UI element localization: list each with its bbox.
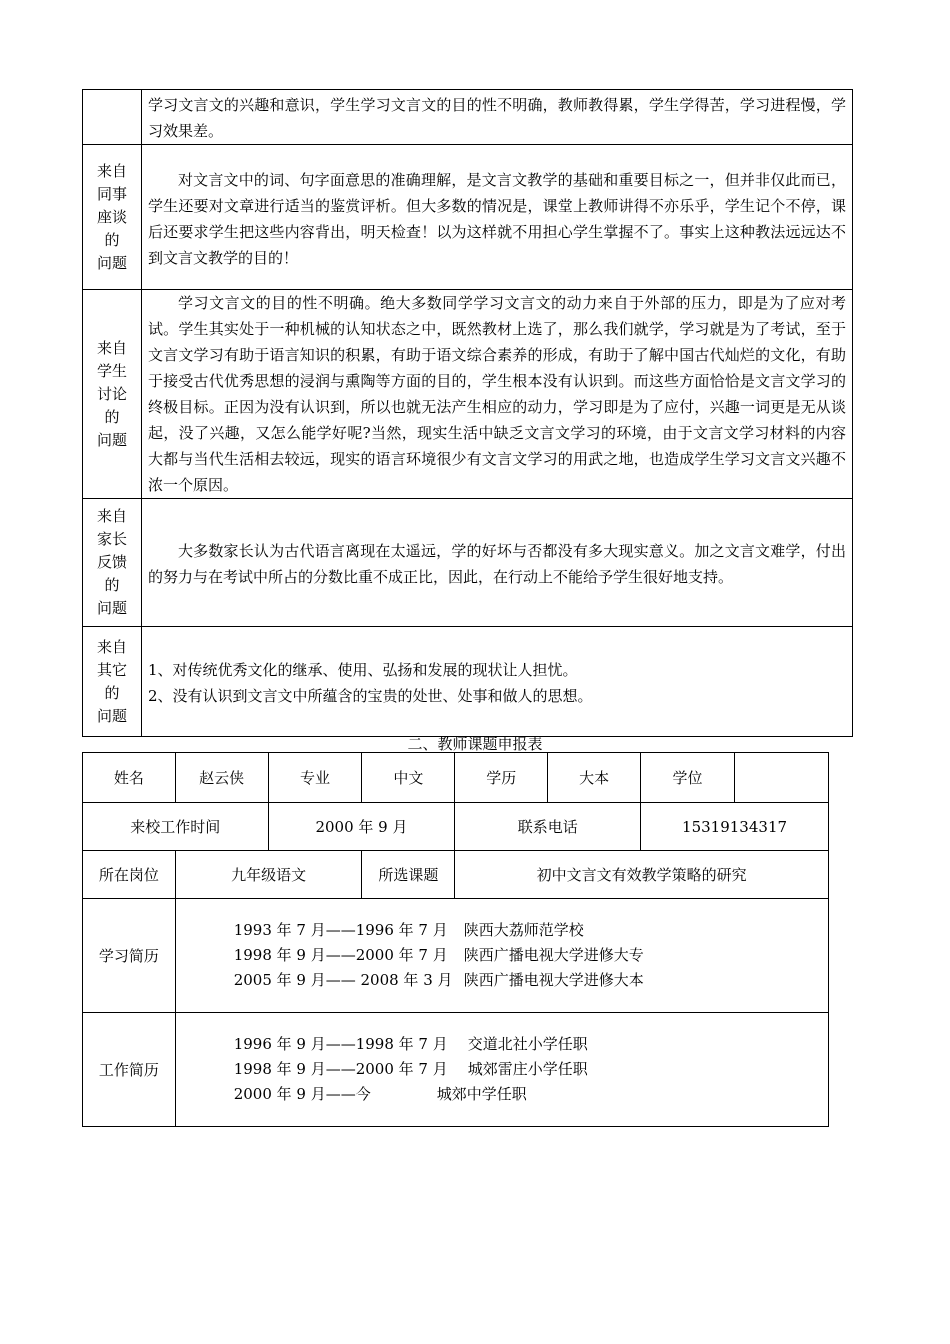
row-label (83, 90, 142, 145)
list-item: 1998 年 9 月——2000 年 7 月 城郊雷庄小学任职 (233, 1060, 588, 1078)
study-history (175, 899, 828, 1013)
work-history (175, 1013, 828, 1127)
paragraph: 学习文言文的兴趣和意识，学生学习文言文的目的性不明确，教师教得累，学生学得苦，学习进程慢，学习效果差。 (148, 96, 846, 140)
list-item: 1998 年 9 月——2000 年 7 月 陕西广播电视大学进修大专 (233, 946, 644, 964)
list-item: 1996 年 9 月——1998 年 7 月 交道北社小学任职 (233, 1035, 588, 1053)
table-row (83, 499, 853, 627)
table-row (83, 851, 829, 899)
paragraph: 1、对传统优秀文化的继承、使用、弘扬和发展的现状让人担忧。 (148, 660, 578, 679)
degree-label: 学位 (641, 753, 735, 803)
education-value: 大本 (548, 753, 641, 803)
problem-sources-table (82, 89, 853, 737)
major-value: 中文 (362, 753, 455, 803)
list-item: 2005 年 9 月—— 2008 年 3 月 陕西广播电视大学进修大本 (233, 971, 644, 989)
table-row (83, 90, 853, 145)
list-item: 2000 年 9 月——今 城郊中学任职 (233, 1085, 527, 1103)
row-content (142, 627, 853, 737)
paragraph: 2、没有认识到文言文中所蕴含的宝贵的处世、处事和做人的思想。 (148, 686, 593, 705)
name-label: 姓名 (83, 753, 176, 803)
post-label: 所在岗位 (83, 851, 176, 899)
table-row (83, 803, 829, 851)
row-label: 来自 家长 反馈 的 问题 (83, 499, 142, 627)
start-time-label: 来校工作时间 (83, 803, 269, 851)
table-row (83, 899, 829, 1013)
row-content (142, 90, 853, 145)
work-history-label: 工作简历 (83, 1013, 176, 1127)
paragraph: 大多数家长认为古代语言离现在太遥远，学的好坏与否都没有多大现实意义。加之文言文难学，付出的努力与在考试中所占的分数比重不成正比，因此，在行动上不能给予学生很好地支持。 (148, 541, 846, 586)
table-row (83, 753, 829, 803)
topic-value: 初中文言文有效教学策略的研究 (455, 851, 829, 899)
table-row (83, 290, 853, 499)
start-time-value: 2000 年 9 月 (268, 803, 455, 851)
row-content (142, 145, 853, 290)
row-content (142, 499, 853, 627)
list-item: 1993 年 7 月——1996 年 7 月 陕西大荔师范学校 (233, 921, 584, 939)
section-title: 二、教师课题申报表 (407, 735, 543, 753)
teacher-application-table (82, 752, 829, 1127)
degree-value (735, 753, 829, 803)
paragraph: 对文言文中的词、句字面意思的准确理解，是文言文教学的基础和重要目标之一，但并非仅此而已，学生还要对文章进行适当的鉴赏评析。但大多数的情况是，课堂上教师讲得不亦乐乎，学生记个不停，课后还要求学生把这些内容背出，明天检查！以为这样就不用担心学生掌握不了。事实上这种教法远远达不到文言文教学的目的！ (148, 171, 846, 267)
topic-label: 所选课题 (362, 851, 455, 899)
major-label: 专业 (268, 753, 362, 803)
education-label: 学历 (455, 753, 548, 803)
paragraph: 学习文言文的目的性不明确。绝大多数同学学习文言文的动力来自于外部的压力，即是为了应对考试。学生其实处于一种机械的认知状态之中，既然教材上选了，那么我们就学，学习就是为了考试，至于文言文学习有助于语言知识的积累，有助于语文综合素养的形成，有助于了解中国古代灿烂的文化，有助于接受古代优秀思想的浸润与熏陶等方面的目的，学生根本没有认识到。而这些方面恰恰是文言文学习的终极目标。正因为没有认识到，所以也就无法产生相应的动力，学习即是为了应付，兴趣一词更是无从谈起，没了兴趣，又怎么能学好呢?当然，现实生活中缺乏文言文学习的环境，由于文言文学习材料的内容大都与当代生活相去较远，现实的语言环境很少有文言文学习的用武之地，也造成学生学习文言文兴趣不浓一个原因。 (148, 294, 846, 494)
table-row (83, 1013, 829, 1127)
row-content (142, 290, 853, 499)
table-row (83, 145, 853, 290)
row-label: 来自 同事 座谈 的 问题 (83, 145, 142, 290)
post-value: 九年级语文 (175, 851, 362, 899)
row-label: 来自 学生 讨论 的 问题 (83, 290, 142, 499)
table-row (83, 627, 853, 737)
phone-label: 联系电话 (455, 803, 641, 851)
row-label: 来自 其它 的 问题 (83, 627, 142, 737)
name-value: 赵云侠 (175, 753, 268, 803)
phone-value: 15319134317 (641, 803, 829, 851)
study-history-label: 学习简历 (83, 899, 176, 1013)
